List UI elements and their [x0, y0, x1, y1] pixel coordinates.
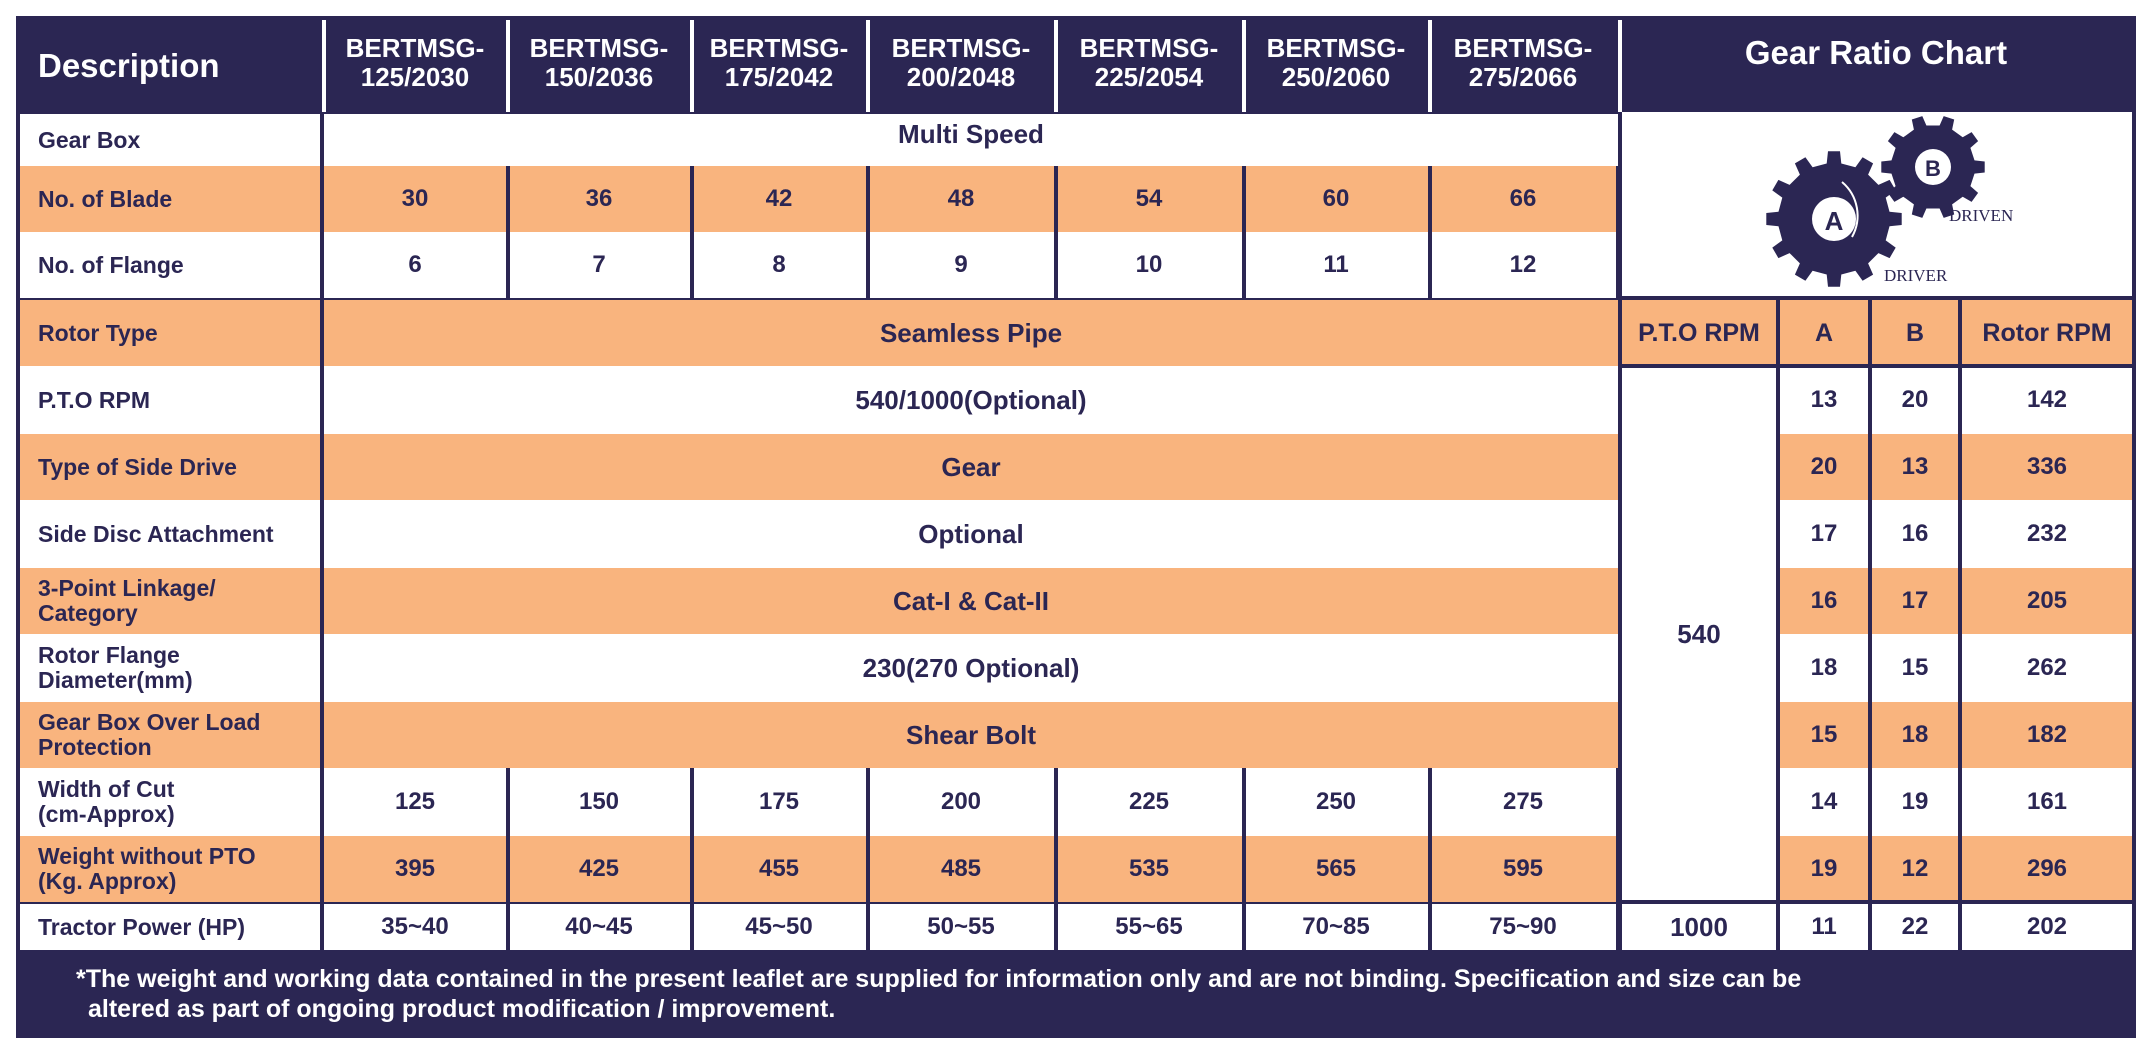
gear-table-cell: 161 [1962, 768, 2132, 836]
row-value: Optional [324, 500, 1618, 568]
row-cell: 50~55 [868, 904, 1054, 950]
row-cell: 9 [868, 232, 1054, 298]
gear-a-label: A [1824, 206, 1844, 236]
column-divider [1054, 768, 1058, 950]
row-value: Seamless Pipe [324, 300, 1618, 366]
gear-table-cell: 20 [1872, 366, 1958, 434]
gear-table-cell: 20 [1780, 434, 1868, 500]
header-divider [1428, 20, 1432, 112]
column-divider [866, 768, 870, 950]
gear-table-cell: 19 [1872, 768, 1958, 836]
row-cell: 12 [1430, 232, 1616, 298]
gear-table-cell: 15 [1872, 634, 1958, 702]
gear-table-header: P.T.O RPM [1622, 300, 1776, 366]
gear-table-header: Rotor RPM [1962, 300, 2132, 366]
footer-line-2: altered as part of ongoing product modification / improvement. [88, 995, 836, 1023]
gear-column-divider [1868, 298, 1872, 950]
gear-table-cell: 182 [1962, 702, 2132, 768]
row-cell: 55~65 [1056, 904, 1242, 950]
gear-table-cell: 205 [1962, 568, 2132, 634]
row-label: Width of Cut (cm-Approx) [20, 768, 322, 836]
pto-540-cell: 540 [1622, 366, 1776, 902]
row-cell: 40~45 [508, 904, 690, 950]
driven-label: DRIVEN [1949, 206, 2014, 225]
row-label: Rotor Type [20, 300, 322, 366]
row-cell: 275 [1430, 768, 1616, 836]
row-cell: 54 [1056, 166, 1242, 232]
gear-divider [1618, 364, 2136, 368]
row-cell: 75~90 [1430, 904, 1616, 950]
row-cell: 125 [324, 768, 506, 836]
row-cell: 42 [692, 166, 866, 232]
model-header: BERTMSG- 150/2036 [508, 20, 690, 112]
row-label: Gear Box Over Load Protection [20, 702, 322, 768]
row-cell: 175 [692, 768, 866, 836]
header-description: Description [20, 20, 322, 112]
row-cell: 425 [508, 836, 690, 902]
row-label: Tractor Power (HP) [20, 904, 322, 950]
row-cell: 250 [1244, 768, 1428, 836]
gear-table-header: A [1780, 300, 1868, 366]
row-cell: 395 [324, 836, 506, 902]
model-header: BERTMSG- 175/2042 [692, 20, 866, 112]
gear-table-cell: 16 [1872, 500, 1958, 568]
row-label: No. of Flange [20, 232, 322, 298]
gear-table-cell: 13 [1780, 366, 1868, 434]
driver-label: DRIVER [1884, 266, 1948, 285]
column-divider [866, 166, 870, 298]
row-label: Type of Side Drive [20, 434, 322, 500]
gear-table-cell: 22 [1872, 904, 1958, 950]
gear-table-cell: 296 [1962, 836, 2132, 902]
row-label: Weight without PTO (Kg. Approx) [20, 836, 322, 902]
gear-table-cell: 336 [1962, 434, 2132, 500]
gear-table-cell: 13 [1872, 434, 1958, 500]
gear-diagram [1622, 112, 2132, 297]
header-divider [1242, 20, 1246, 112]
model-header: BERTMSG- 250/2060 [1244, 20, 1428, 112]
gear-table-header: B [1872, 300, 1958, 366]
header-divider [1054, 20, 1058, 112]
row-cell: 30 [324, 166, 506, 232]
row-cell: 595 [1430, 836, 1616, 902]
gear-table-cell: 15 [1780, 702, 1868, 768]
row-cell: 535 [1056, 836, 1242, 902]
gear-table-cell: 232 [1962, 500, 2132, 568]
gear-table-cell: 262 [1962, 634, 2132, 702]
row-cell: 66 [1430, 166, 1616, 232]
row-cell: 36 [508, 166, 690, 232]
header-divider [322, 20, 326, 112]
gear-ratio-chart-title: Gear Ratio Chart [1620, 20, 2132, 112]
row-cell: 35~40 [324, 904, 506, 950]
row-value: 540/1000(Optional) [324, 366, 1618, 434]
column-divider [506, 768, 510, 950]
gear-table-cell: 17 [1780, 500, 1868, 568]
row-cell: 225 [1056, 768, 1242, 836]
row-cell: 60 [1244, 166, 1428, 232]
column-divider [1054, 166, 1058, 298]
gear-table-cell: 202 [1962, 904, 2132, 950]
footer-note [20, 952, 2132, 1034]
model-header: BERTMSG- 200/2048 [868, 20, 1054, 112]
row-cell: 455 [692, 836, 866, 902]
gear-divider [1618, 900, 2136, 904]
model-header: BERTMSG- 125/2030 [324, 20, 506, 112]
gear-table-cell: 19 [1780, 836, 1868, 902]
row-cell: 7 [508, 232, 690, 298]
row-label: 3-Point Linkage/ Category [20, 568, 322, 634]
row-cell: 70~85 [1244, 904, 1428, 950]
column-divider [690, 166, 694, 298]
row-value: Cat-I & Cat-II [324, 568, 1618, 634]
header-divider [866, 20, 870, 112]
row-cell: 45~50 [692, 904, 866, 950]
column-divider [1242, 166, 1246, 298]
column-divider [690, 768, 694, 950]
header-divider [690, 20, 694, 112]
gear-table-cell: 12 [1872, 836, 1958, 902]
label-divider [320, 112, 324, 950]
row-value: 230(270 Optional) [324, 634, 1618, 702]
header-divider [1618, 20, 1622, 112]
gear-table-cell: 17 [1872, 568, 1958, 634]
footer-line-1: *The weight and working data contained in the present leaflet are supplied for information only and are not binding. Specification and size can be [76, 965, 1802, 993]
gear-table-cell: 18 [1780, 634, 1868, 702]
column-divider [1428, 166, 1432, 298]
row-cell: 200 [868, 768, 1054, 836]
row-cell: 8 [692, 232, 866, 298]
row-value: Shear Bolt [324, 702, 1618, 768]
gear-b-label: B [1925, 156, 1941, 181]
pto-1000-cell: 1000 [1622, 904, 1776, 950]
row-cell: 150 [508, 768, 690, 836]
row-cell: 10 [1056, 232, 1242, 298]
gear-column-divider [1776, 298, 1780, 950]
column-divider [1428, 768, 1432, 950]
gear-divider [1618, 296, 2136, 300]
row-value: Gear [324, 434, 1618, 500]
row-cell: 11 [1244, 232, 1428, 298]
row-cell: 48 [868, 166, 1054, 232]
column-divider [506, 166, 510, 298]
row-cell: 485 [868, 836, 1054, 902]
row-label: Side Disc Attachment [20, 500, 322, 568]
row-label: P.T.O RPM [20, 366, 322, 434]
column-divider [1242, 768, 1246, 950]
gear-table-cell: 16 [1780, 568, 1868, 634]
gear-table-cell: 11 [1780, 904, 1868, 950]
gear-table-cell: 14 [1780, 768, 1868, 836]
row-label: Rotor Flange Diameter(mm) [20, 634, 322, 702]
model-header: BERTMSG- 275/2066 [1430, 20, 1616, 112]
gear-column-divider [1958, 298, 1962, 950]
model-header: BERTMSG- 225/2054 [1056, 20, 1242, 112]
gear-table-cell: 18 [1872, 702, 1958, 768]
header-divider [506, 20, 510, 112]
gear-diagram-panel [1622, 112, 2132, 297]
gear-table-cell: 142 [1962, 366, 2132, 434]
row-label: No. of Blade [20, 166, 322, 232]
row-cell: 6 [324, 232, 506, 298]
row-label: Gear Box [20, 114, 322, 166]
row-cell: 565 [1244, 836, 1428, 902]
row-value: Multi Speed [324, 114, 1618, 166]
